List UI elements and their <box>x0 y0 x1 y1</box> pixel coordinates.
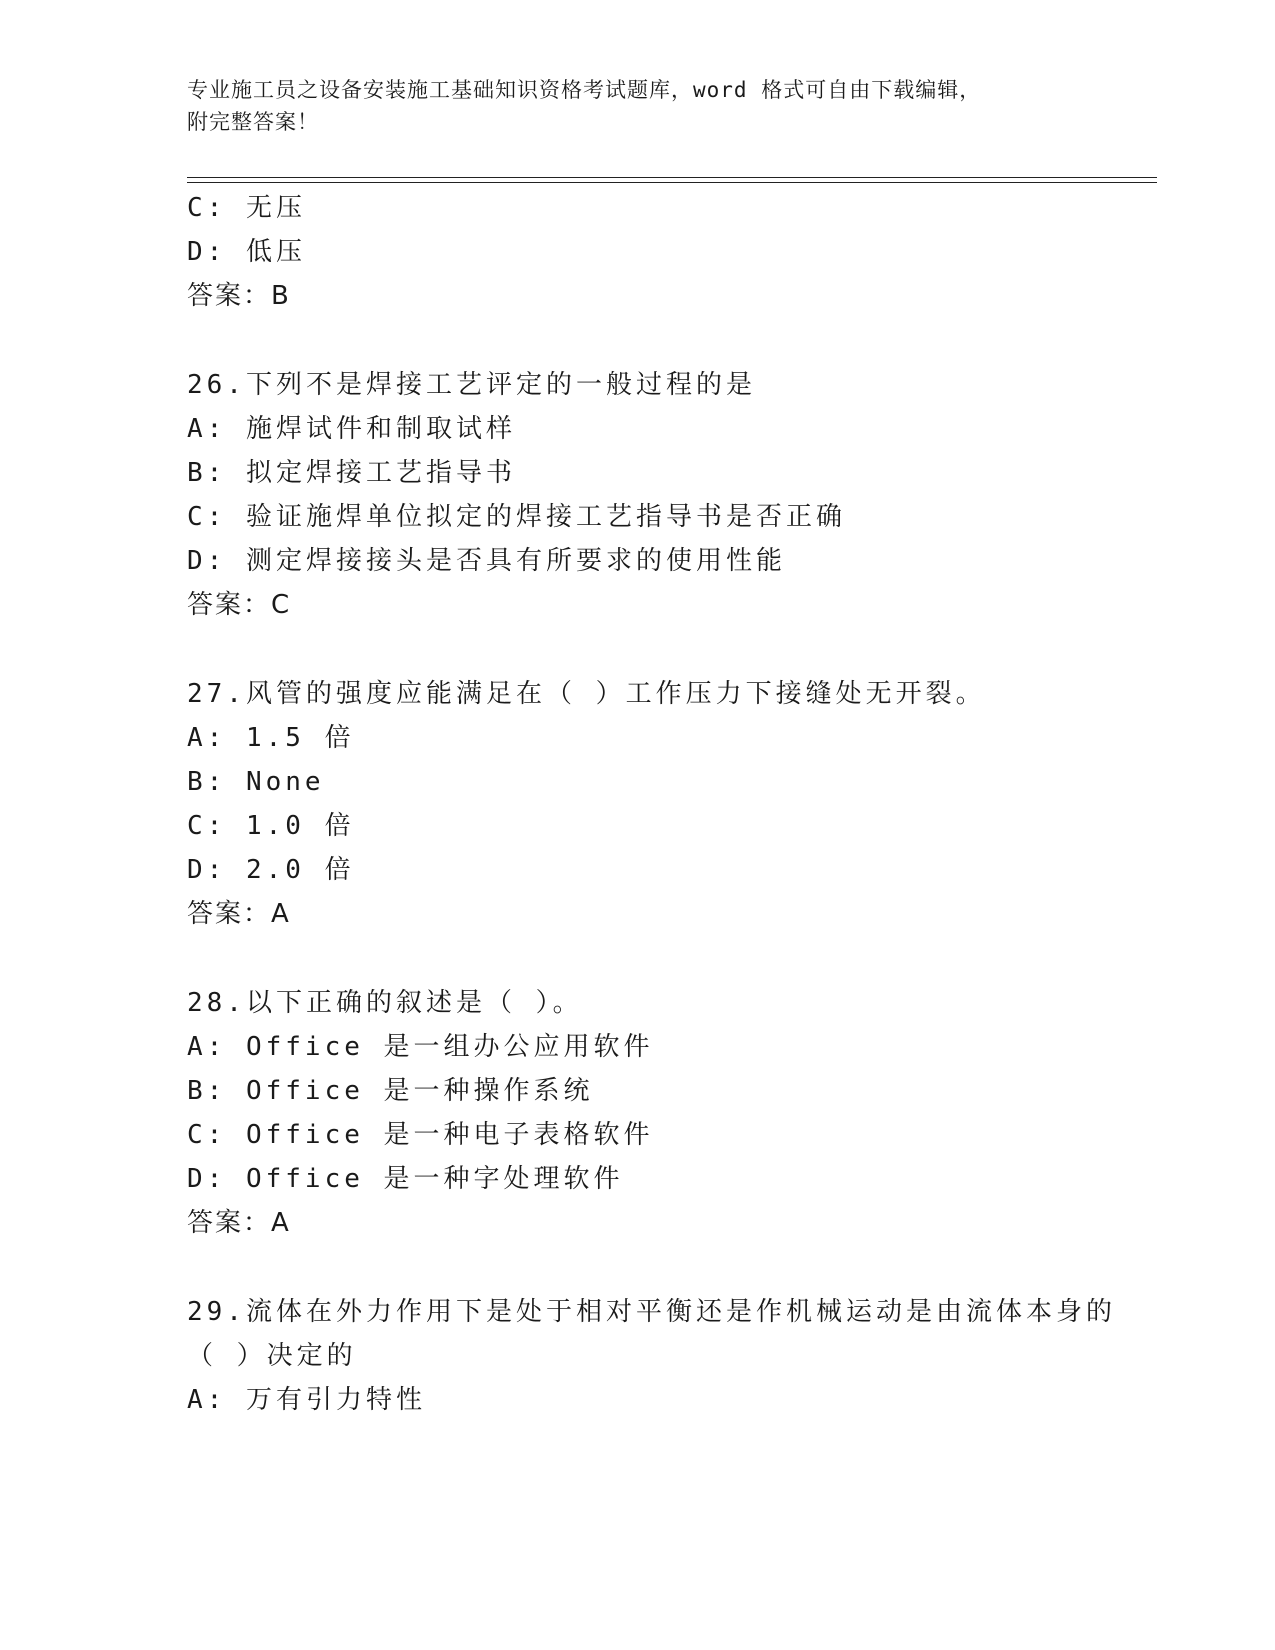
option-c: C: 1.0 倍 <box>187 811 355 841</box>
answer: 答案：A <box>187 899 291 929</box>
header-line-1: 专业施工员之设备安装施工基础知识资格考试题库，word 格式可自由下载编辑， <box>187 78 982 102</box>
option-d: D: 测定焊接接头是否具有所要求的使用性能 <box>187 546 786 576</box>
question-29: 29.流体在外力作用下是处于相对平衡还是作机械运动是由流体本身的 <box>187 1297 1116 1327</box>
option-d: D: 2.0 倍 <box>187 855 355 885</box>
option-c: C: 无压 <box>187 193 306 223</box>
option-c: C: Office 是一种电子表格软件 <box>187 1120 654 1150</box>
option-d: D: 低压 <box>187 237 306 267</box>
question-27: 27.风管的强度应能满足在（ ）工作压力下接缝处无开裂。 <box>187 679 986 709</box>
option-a: A: 1.5 倍 <box>187 723 355 753</box>
question-28: 28.以下正确的叙述是（ ）。 <box>187 988 583 1018</box>
answer: 答案：C <box>187 590 292 620</box>
header-divider-top <box>187 177 1157 178</box>
header-line-2: 附完整答案！ <box>187 110 319 134</box>
option-c: C: 验证施焊单位拟定的焊接工艺指导书是否正确 <box>187 502 846 532</box>
option-b: B: 拟定焊接工艺指导书 <box>187 458 516 488</box>
answer: 答案：B <box>187 281 291 311</box>
option-b: B: Office 是一种操作系统 <box>187 1076 594 1106</box>
question-29-continued: （ ）决定的 <box>187 1341 357 1371</box>
answer: 答案：A <box>187 1208 291 1238</box>
option-a: A: 万有引力特性 <box>187 1385 426 1415</box>
question-26: 26.下列不是焊接工艺评定的一般过程的是 <box>187 370 756 400</box>
option-a: A: 施焊试件和制取试样 <box>187 414 516 444</box>
option-a: A: Office 是一组办公应用软件 <box>187 1032 654 1062</box>
header-divider-bottom <box>187 182 1157 183</box>
option-b: B: None <box>187 767 325 797</box>
option-d: D: Office 是一种字处理软件 <box>187 1164 624 1194</box>
document-header <box>187 74 1067 138</box>
